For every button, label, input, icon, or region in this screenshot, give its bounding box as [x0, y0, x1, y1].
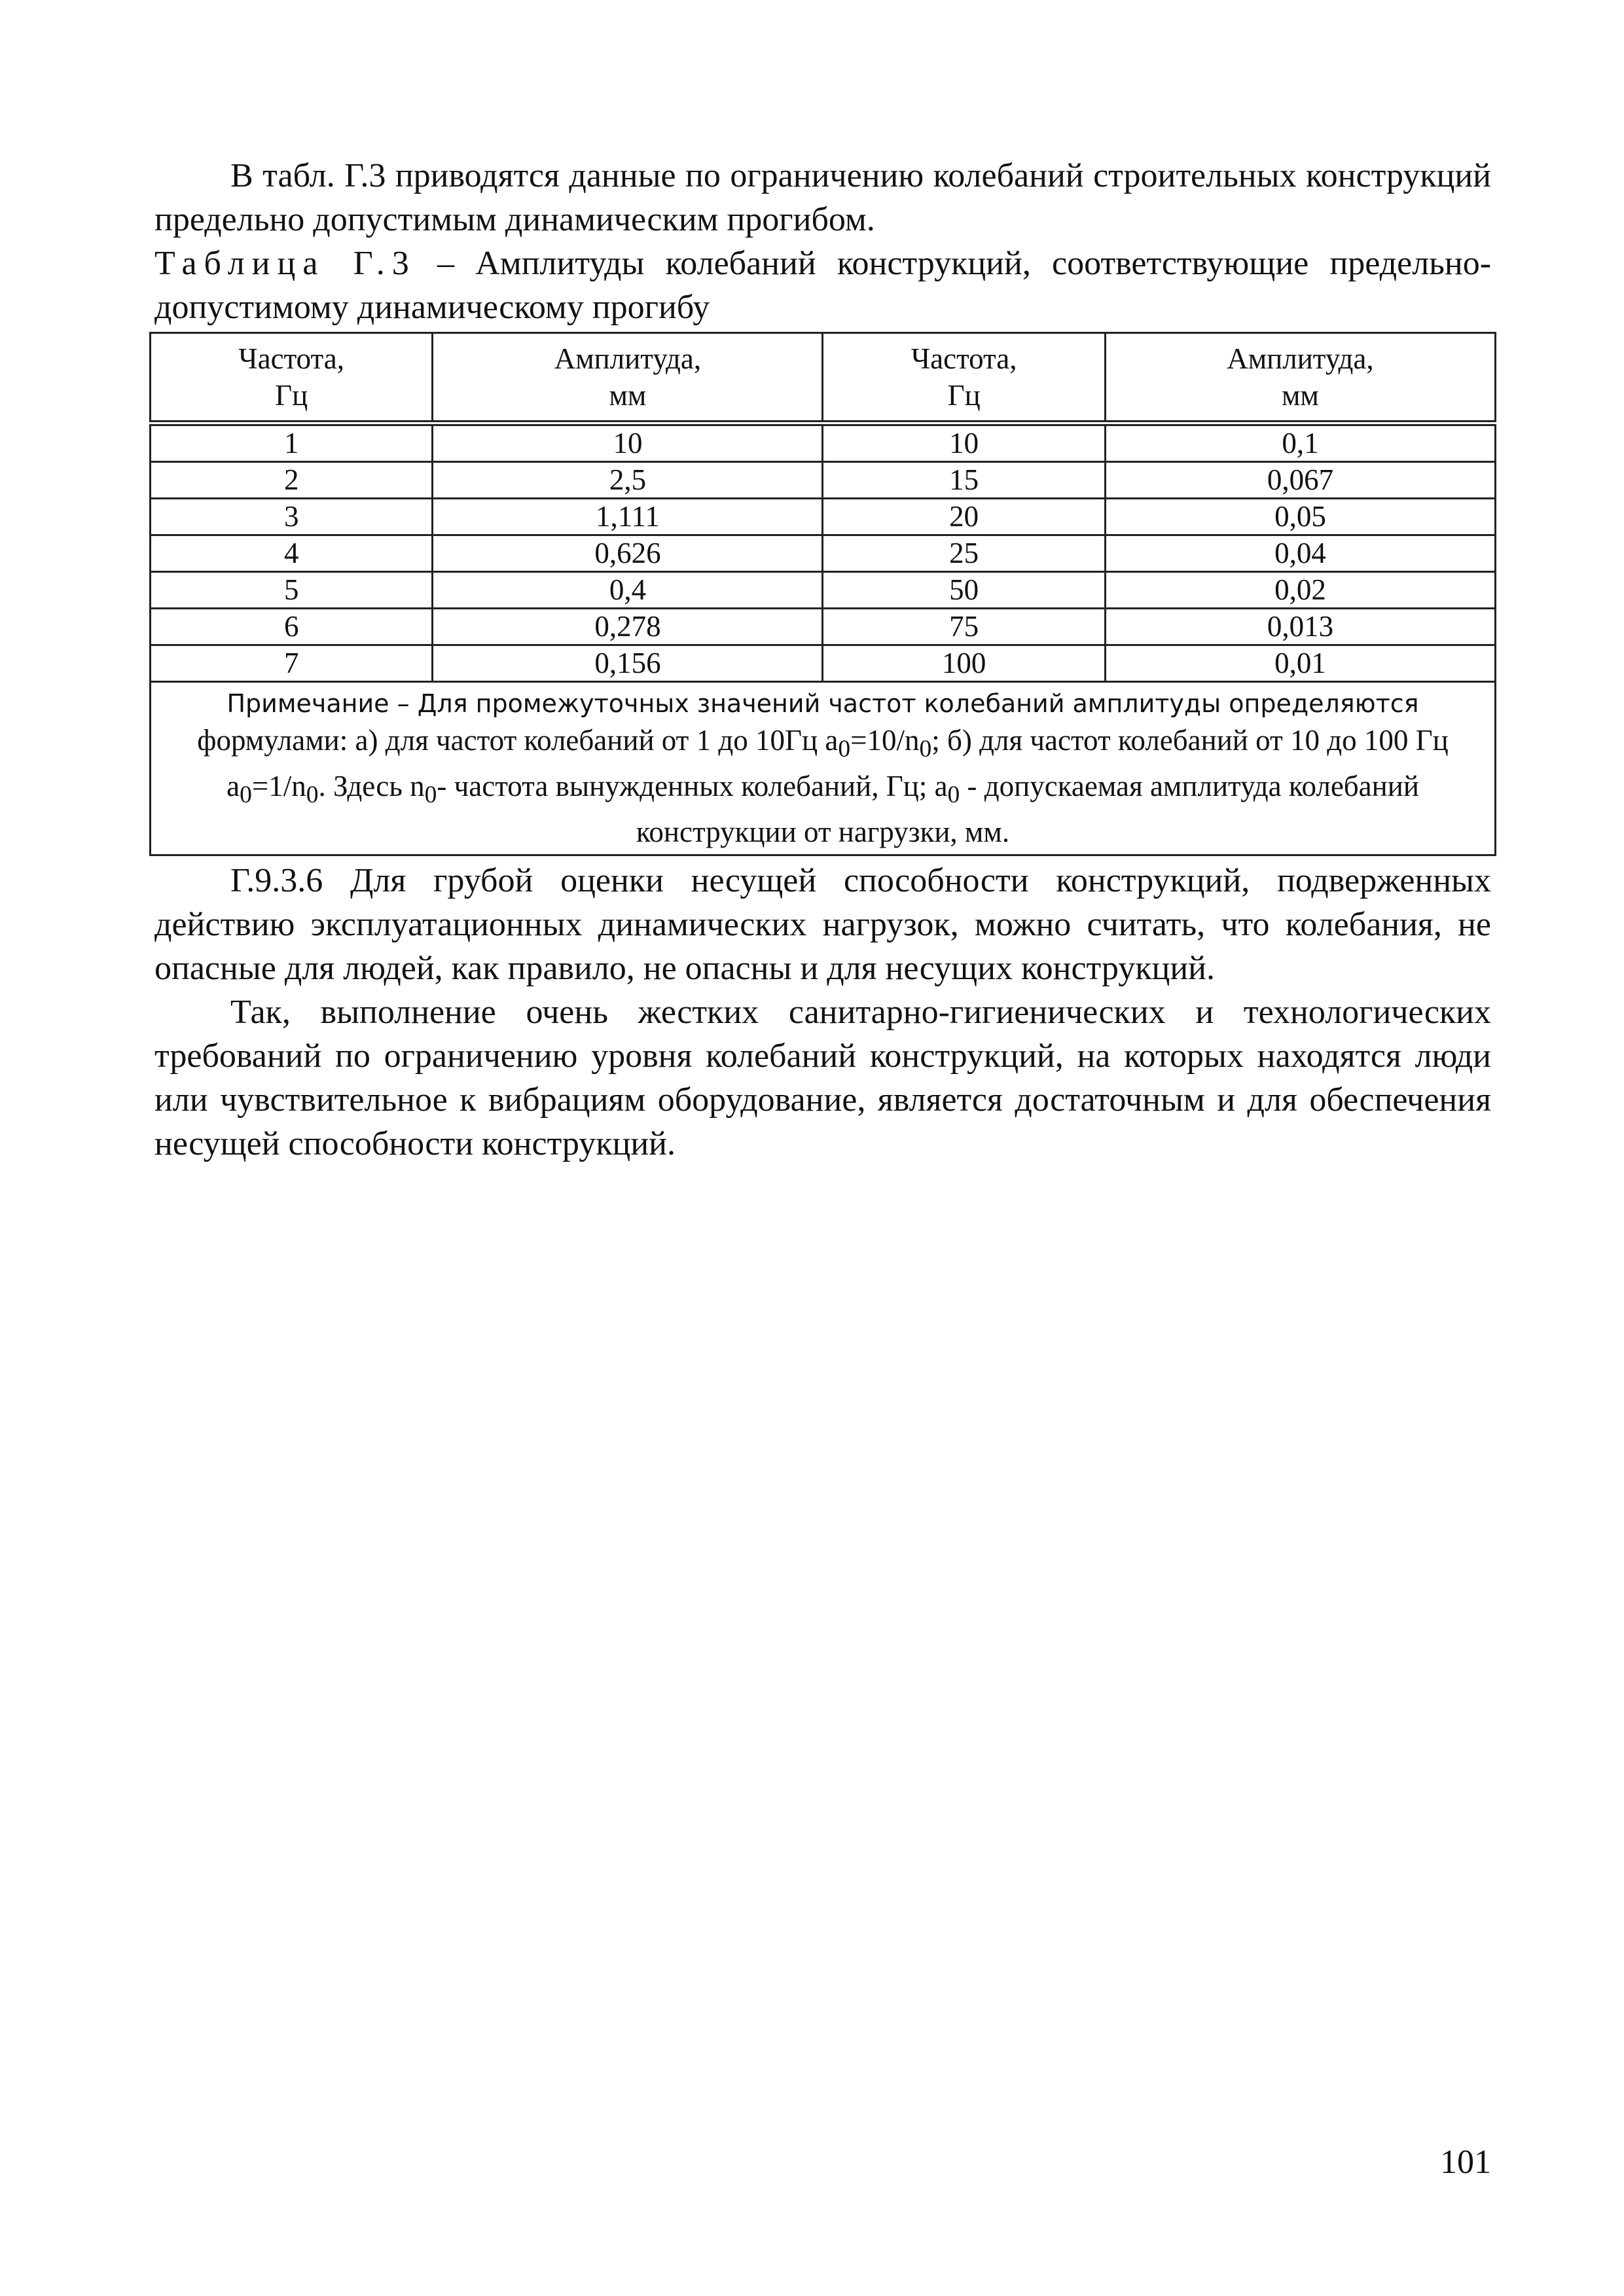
- table-cell: 15: [823, 462, 1105, 499]
- table-cell: 1: [151, 423, 433, 462]
- table-cell: 0,4: [433, 572, 823, 609]
- table-cell: 4: [151, 535, 433, 572]
- table-cell: 50: [823, 572, 1105, 609]
- table-cell: 100: [823, 645, 1105, 682]
- paragraph-g936: Г.9.3.6 Для грубой оценки несущей способности конструкций, подверженных действию эксплуатационных динамических нагрузок, можно считать, что колебания, не опасные для людей, как правило, не опасны и для несущих конструкций.: [154, 862, 1491, 987]
- table-cell: 10: [823, 423, 1105, 462]
- table-row: [151, 462, 1496, 499]
- intro-paragraph: В табл. Г.3 приводятся данные по ограничению колебаний строительных конструкций предельно допустимым динамическим прогибом.: [154, 157, 1491, 238]
- table-caption: [154, 242, 1491, 329]
- amplitude-table: [149, 332, 1496, 856]
- table-cell: 2,5: [433, 462, 823, 499]
- table-cell: 6: [151, 609, 433, 645]
- table-cell: 0,013: [1105, 609, 1495, 645]
- table-row: [151, 499, 1496, 535]
- table-row: [151, 609, 1496, 645]
- table-cell: 0,156: [433, 645, 823, 682]
- table-cell: 0,278: [433, 609, 823, 645]
- table-cell: 0,1: [1105, 423, 1495, 462]
- table-cell: 25: [823, 535, 1105, 572]
- table-row: [151, 572, 1496, 609]
- table-cell: 0,626: [433, 535, 823, 572]
- table-cell: 1,111: [433, 499, 823, 535]
- table-cell: 0,02: [1105, 572, 1495, 609]
- table-cell: 0,01: [1105, 645, 1495, 682]
- table-cell: 0,05: [1105, 499, 1495, 535]
- table-row: [151, 535, 1496, 572]
- table-note-row: [151, 682, 1496, 855]
- table-cell: 10: [433, 423, 823, 462]
- header-frequency-1: Частота, Гц: [151, 333, 433, 423]
- table-cell: 75: [823, 609, 1105, 645]
- table-note: Примечание – Для промежуточных значений частот колебаний амплитуды определяются формулами: а) для частот колебаний от 1 до 10Гц $a_0=10/n_0$; б) для частот колебаний от 10 до 100 Гц $a_0=1/n_0$. Здесь $n_0-$ частота вынужденных колебаний, Гц; $a_0$ - допускаемая амплитуда колебаний конструкции от нагрузки, мм.: [151, 682, 1496, 855]
- header-amplitude-2: Амплитуда, мм: [1105, 333, 1495, 423]
- table-cell: 5: [151, 572, 433, 609]
- table-cell: 20: [823, 499, 1105, 535]
- table-caption-label: Таблица Г.3: [154, 245, 416, 282]
- table-row: [151, 645, 1496, 682]
- paragraph-sanitary-requirements: Так, выполнение очень жестких санитарно-гигиенических и технологических требований по ограничению уровня колебаний конструкций, на которых находятся люди или чувствительное к вибрациям оборудование, является достаточным и для обеспечения несущей способности конструкций.: [154, 994, 1491, 1162]
- table-cell: 0,067: [1105, 462, 1495, 499]
- table-row: [151, 423, 1496, 462]
- table-cell: 0,04: [1105, 535, 1495, 572]
- table-cell: 3: [151, 499, 433, 535]
- table-cell: 7: [151, 645, 433, 682]
- page-content: [154, 154, 1491, 1166]
- header-amplitude-1: Амплитуда, мм: [433, 333, 823, 423]
- header-frequency-2: Частота, Гц: [823, 333, 1105, 423]
- table-caption-text: – Амплитуды колебаний конструкций, соответствующие предельно-допустимому динамическому прогибу: [154, 245, 1492, 326]
- page-number: 101: [1440, 2144, 1491, 2181]
- table-cell: 2: [151, 462, 433, 499]
- table-header-row: [151, 333, 1496, 423]
